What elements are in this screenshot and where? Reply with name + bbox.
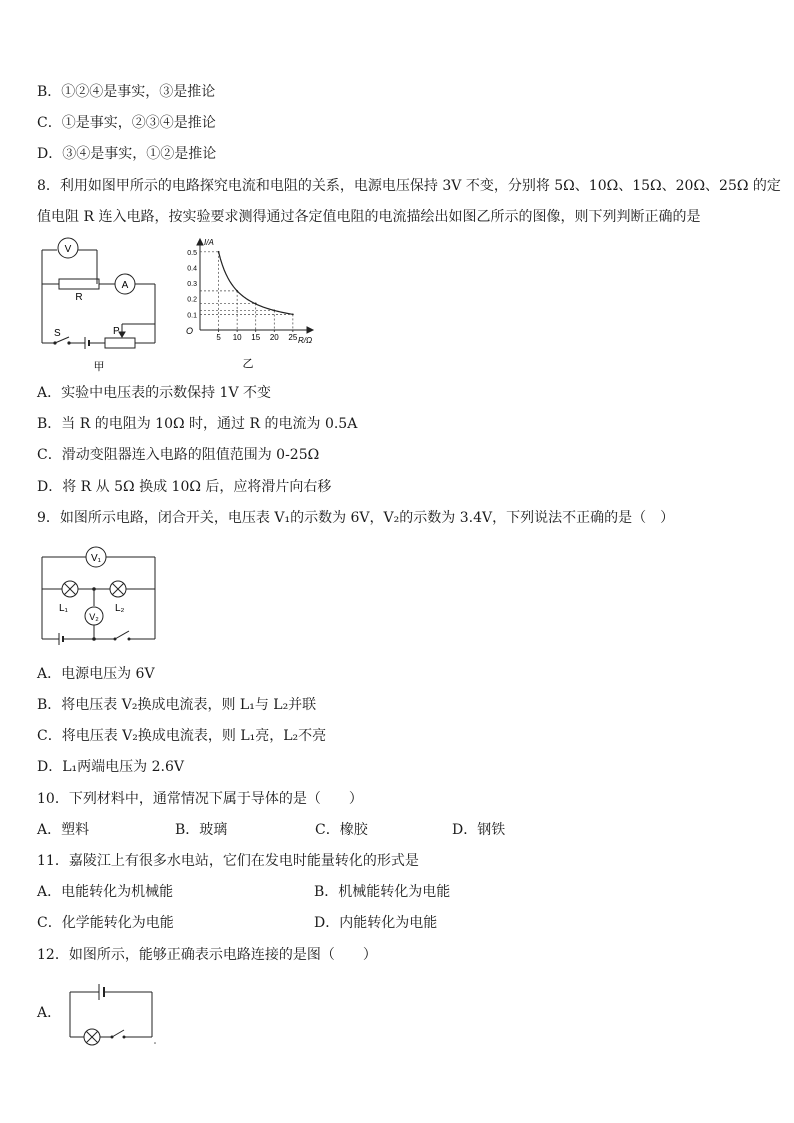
chart-x-tick-label: 15 <box>251 333 261 342</box>
q12-stem: 12．如图所示，能够正确表示电路连接的是图（ ） <box>37 947 377 963</box>
q9-circuit-diagram <box>37 543 162 648</box>
chart-data-point <box>273 310 275 312</box>
q11-option-b: B．机械能转化为电能 <box>314 884 451 900</box>
chart-x-tick-label: 25 <box>288 333 298 342</box>
v1-label: V₁ <box>90 553 102 564</box>
q9-option-a: A．电源电压为 6V <box>37 666 155 682</box>
chart-y-axis-label: I/A <box>204 238 214 247</box>
chart-data-point <box>236 290 238 292</box>
q8-option-c: C．滑动变阻器连入电路的阻值范围为 0-25Ω <box>37 447 320 463</box>
q9-option-d: D．L₁两端电压为 2.6V <box>37 759 184 775</box>
figure-caption-jia: 甲 <box>93 361 105 373</box>
q7-option-d: D．③④是事实，①②是推论 <box>37 146 217 162</box>
chart-y-tick-label: 0.4 <box>187 265 197 273</box>
chart-x-tick-label: 10 <box>232 333 242 342</box>
chart-y-tick-label: 0.2 <box>187 296 197 304</box>
chart-y-tick-label: 0.3 <box>187 281 197 289</box>
q9-option-b: B．将电压表 V₂换成电流表，则 L₁与 L₂并联 <box>37 697 317 713</box>
q10-option-b: B．玻璃 <box>175 822 228 838</box>
q10-option-c: C．橡胶 <box>315 822 368 838</box>
q10-option-a: A．塑料 <box>37 822 90 838</box>
y-axis-arrow <box>197 239 203 245</box>
q12-option-a-label: A． <box>37 1005 62 1021</box>
q8-option-d: D．将 R 从 5Ω 换成 10Ω 后，应将滑片向右移 <box>37 479 332 495</box>
v2-label: V₂ <box>89 612 99 622</box>
q11-option-a: A．电能转化为机械能 <box>37 884 174 900</box>
q8-stem-line2: 值电阻 R 连入电路，按实验要求测得通过各定值电阻的电流描绘出如图乙所示的图像，则下列判断正确的是 <box>37 209 701 225</box>
chart-data-point <box>255 303 257 305</box>
q7-option-b: B．①②④是事实，③是推论 <box>37 84 216 100</box>
q8-option-a: A．实验中电压表的示数保持 1V 不变 <box>37 385 272 401</box>
l2-label: L₂ <box>115 603 125 614</box>
q8-graph-yi <box>180 236 330 371</box>
q8-option-b: B．当 R 的电阻为 10Ω 时，通过 R 的电流为 0.5A <box>37 416 358 432</box>
q11-option-c: C．化学能转化为电能 <box>37 915 174 931</box>
chart-x-axis-label: R/Ω <box>298 336 313 345</box>
l1-label: L₁ <box>59 603 68 614</box>
chart-x-tick-label: 5 <box>216 333 221 342</box>
voltmeter-label: V <box>64 244 72 255</box>
q8-stem-line1: 8．利用如图甲所示的电路探究电流和电阻的关系，电源电压保持 3V 不变，分别将 5Ω、10Ω、15Ω、20Ω、25Ω 的定 <box>37 178 781 194</box>
chart-data-point <box>292 313 294 315</box>
chart-y-tick-label: 0.1 <box>187 312 197 320</box>
chart-y-tick-label: 0.5 <box>187 249 197 257</box>
q10-option-d: D．钢铁 <box>452 822 506 838</box>
q12-option-a-circuit <box>66 980 161 1050</box>
switch-label: S <box>54 328 61 339</box>
resistor-label: R <box>75 292 83 303</box>
figure-caption-yi: 乙 <box>242 358 254 370</box>
q8-circuit-diagram-jia <box>37 236 162 376</box>
chart-origin-label: O <box>186 326 194 336</box>
q7-option-c: C．①是事实，②③④是推论 <box>37 115 216 131</box>
q9-option-c: C．将电压表 V₂换成电流表，则 L₁亮，L₂不亮 <box>37 728 327 744</box>
q9-stem: 9．如图所示电路，闭合开关，电压表 V₁的示数为 6V，V₂的示数为 3.4V，下列说法不正确的是（ ） <box>37 510 675 526</box>
q11-option-d: D．内能转化为电能 <box>314 915 438 931</box>
chart-data-point <box>218 251 220 253</box>
ammeter-label: A <box>121 280 129 291</box>
q10-stem: 10．下列材料中，通常情况下属于导体的是（ ） <box>37 791 363 807</box>
x-axis-arrow <box>307 327 313 333</box>
q11-stem: 11．嘉陵江上有很多水电站，它们在发电时能量转化的形式是 <box>37 853 419 869</box>
chart-x-tick-label: 20 <box>269 333 279 342</box>
slider-label: P <box>113 326 120 337</box>
